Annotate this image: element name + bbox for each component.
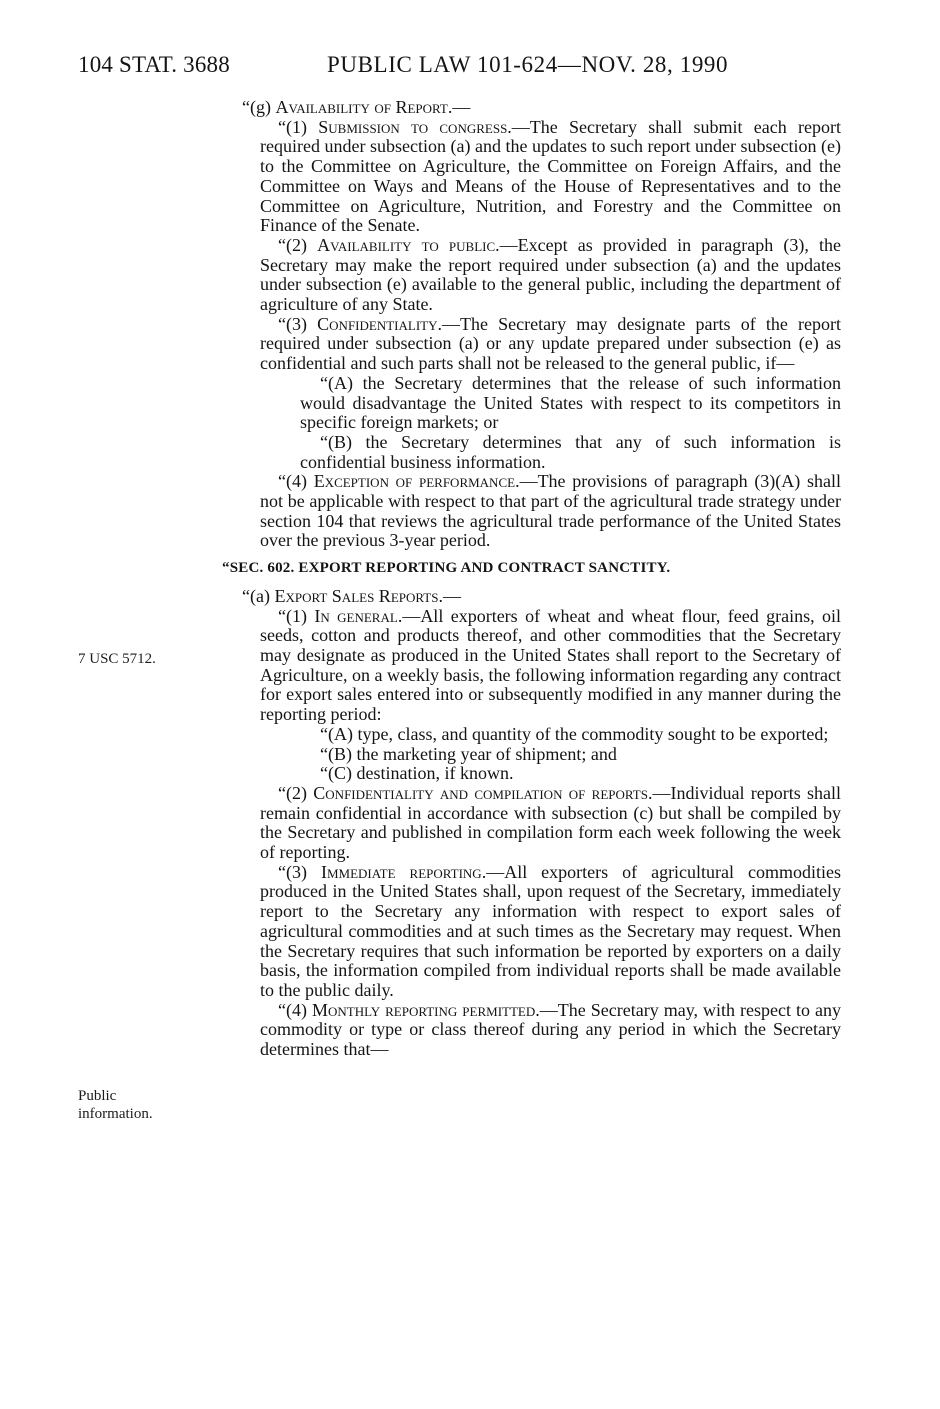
clause-a1-c: “(C) destination, if known. (320, 763, 514, 784)
subsection-a-heading: “(a) Export Sales Reports.— (242, 585, 461, 606)
margin-note-usc: 7 USC 5712. (78, 651, 156, 667)
section-602-heading: “SEC. 602. EXPORT REPORTING AND CONTRACT SANCTITY. (222, 560, 671, 577)
paragraph-g2: “(2) Availability to public.—Except as provided in paragraph (3), the Secretary may make the report required under subsection (a) and the updates under subsection (e) available to the general public, including the department of agriculture of any State. (260, 234, 842, 315)
paragraph-g1: “(1) Submission to congress.—The Secretary shall submit each report required under subsection (a) and the updates to such report under subsection (e) to the Committee on Agriculture, the Committee on Foreign Affairs, and the Committee on Ways and Means of the House of Representatives and to the Committee on Agriculture, Nutrition, and Forestry and the Committee on Finance of the Senate. (260, 116, 841, 236)
running-header-title: PUBLIC LAW 101-624—NOV. 28, 1990 (327, 52, 729, 77)
clause-g3-a: “(A) the Secretary determines that the release of such information would disadvantage the United States with respect to its competitors in specific foreign markets; or (300, 372, 841, 433)
paragraph-a2: “(2) Confidentiality and compilation of reports.—Individual reports shall remain confidential in accordance with subsection (c) but shall be compiled by the Secretary and published in compilation form each week following the week of reporting. (260, 782, 841, 863)
clause-g3-b: “(B) the Secretary determines that any of such information is confidential business information. (300, 431, 841, 472)
margin-note-line: Public (78, 1088, 117, 1104)
statute-body (222, 97, 842, 1060)
paragraph-g4: “(4) Exception of performance.—The provisions of paragraph (3)(A) shall not be applicable with respect to that part of the agricultural trade strategy under section 104 that reviews the agricultural trade performance of the United States over the previous 3-year period. (260, 471, 841, 551)
subsection-g-heading: “(g) Availability of Report.— (242, 97, 471, 117)
margin-note-public-information (78, 1087, 153, 1123)
paragraph-a3: “(3) Immediate reporting.—All exporters of agricultural commodities produced in the United States shall, upon request of the Secretary, immediately report to the Secretary any information with respect to export sales of agricultural commodities and at such times as the Secretary may request. When the Secretary requires that such information be reported by exporters on a daily basis, the information compiled from individual reports shall be made available to the public daily. (260, 861, 841, 1000)
paragraph-a4: “(4) Monthly reporting permitted.—The Secretary may, with respect to any commodity or type or class thereof during any period in which the Secretary determines that— (260, 999, 841, 1060)
page-stat-number: 104 STAT. 3688 (78, 52, 230, 77)
clause-a1-b: “(B) the marketing year of shipment; and (320, 743, 617, 764)
margin-note-line: information. (78, 1106, 153, 1122)
clause-a1-a: “(A) type, class, and quantity of the commodity sought to be exported; (320, 723, 829, 744)
paragraph-g3: “(3) Confidentiality.—The Secretary may designate parts of the report required under subsection (a) or any update prepared under subsection (e) as confidential and such parts shall not be released to the general public, if— (260, 313, 842, 374)
paragraph-a1: “(1) In general.—All exporters of wheat and wheat flour, feed grains, oil seeds, cotton and products thereof, and other commodities that the Secretary may designate as produced in the United States shall report to the Secretary of Agriculture, on a weekly basis, the following information regarding any contract for export sales entered into or subsequently modified in any manner during the reporting period: (260, 605, 841, 725)
